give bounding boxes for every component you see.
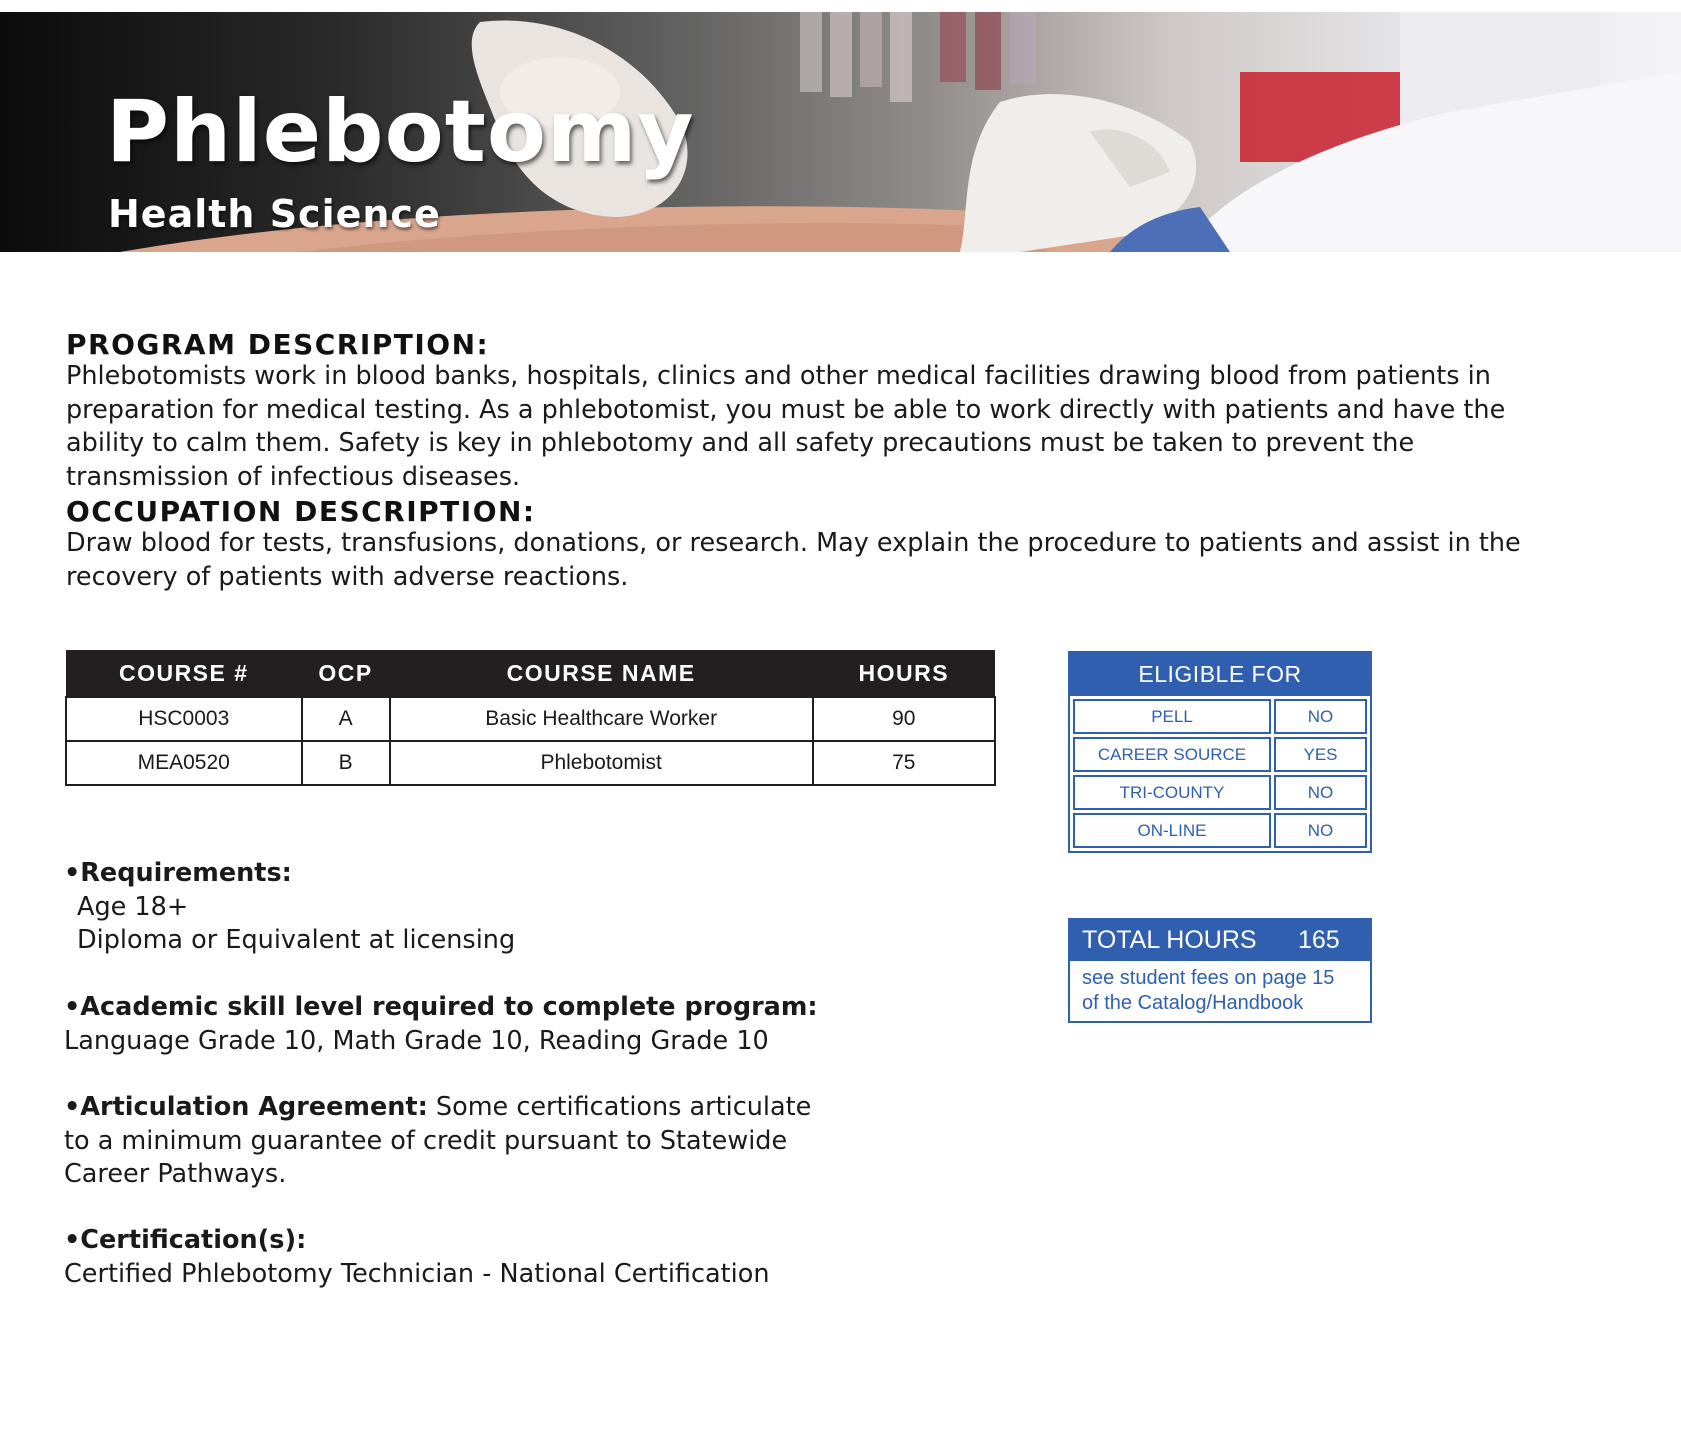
table-row xyxy=(66,697,995,741)
certification-heading: •Certification(s): xyxy=(64,1225,307,1255)
hours-cell: 90 xyxy=(813,697,995,741)
eligibility-label: PELL xyxy=(1073,699,1271,734)
requirement-age: Age 18+ xyxy=(77,891,189,922)
academic-heading: •Academic skill level required to complete program: xyxy=(64,992,818,1022)
student-fees-note xyxy=(1070,961,1370,1021)
table-row xyxy=(66,741,995,785)
ocp-cell: B xyxy=(302,741,390,785)
requirements-section xyxy=(64,857,515,958)
hours-header: HOURS xyxy=(813,650,995,697)
total-hours-label: TOTAL HOURS xyxy=(1082,926,1257,954)
eligibility-label: TRI-COUNTY xyxy=(1073,775,1271,810)
course-name-cell: Phlebotomist xyxy=(390,741,813,785)
page-subtitle: Health Science xyxy=(108,192,441,236)
table-row xyxy=(1073,699,1367,734)
course-name-cell: Basic Healthcare Worker xyxy=(390,697,813,741)
program-description-heading: PROGRAM DESCRIPTION: xyxy=(66,328,490,361)
total-hours-box xyxy=(1068,918,1372,1023)
occupation-description-text: Draw blood for tests, transfusions, donations, or research. May explain the procedure to patients and assist in the recovery of patients with adverse reactions. xyxy=(66,528,1521,592)
eligibility-value: NO xyxy=(1274,699,1367,734)
hours-cell: 75 xyxy=(813,741,995,785)
articulation-text-2: to a minimum guarantee of credit pursuant to Statewide xyxy=(64,1125,788,1156)
certification-text: Certified Phlebotomy Technician - National Certification xyxy=(64,1258,770,1289)
eligibility-label: ON-LINE xyxy=(1073,813,1271,848)
articulation-heading: •Articulation Agreement: xyxy=(64,1092,428,1122)
eligibility-value: NO xyxy=(1274,813,1367,848)
course-name-header: COURSE NAME xyxy=(390,650,813,697)
total-hours-value: 165 xyxy=(1298,926,1340,954)
ocp-header: OCP xyxy=(302,650,390,697)
course-number-cell: HSC0003 xyxy=(66,697,302,741)
program-description-text: Phlebotomists work in blood banks, hospitals, clinics and other medical facilities drawing blood from patients in preparation for medical testing. As a phlebotomist, you must be able to work directly with patients and have the ability to calm them. Safety is key in phlebotomy and all safety precautions must be taken to prevent the transmission of infectious diseases. xyxy=(66,361,1506,492)
articulation-text-3: Career Pathways. xyxy=(64,1159,287,1189)
total-hours-header xyxy=(1070,920,1370,961)
course-table xyxy=(65,650,996,786)
requirement-diploma: Diploma or Equivalent at licensing xyxy=(77,925,516,955)
requirements-heading: •Requirements: xyxy=(64,858,292,888)
academic-section xyxy=(64,991,818,1058)
ocp-cell: A xyxy=(302,697,390,741)
articulation-text-1: Some certifications articulate xyxy=(427,1092,812,1122)
occupation-description-heading: OCCUPATION DESCRIPTION: xyxy=(66,495,536,528)
eligible-for-table xyxy=(1070,696,1370,851)
table-row xyxy=(1073,775,1367,810)
table-row xyxy=(1073,813,1367,848)
course-table-header-row xyxy=(66,650,995,697)
eligibility-value: NO xyxy=(1274,775,1367,810)
table-row xyxy=(1073,737,1367,772)
header-banner xyxy=(0,12,1681,252)
eligibility-value: YES xyxy=(1274,737,1367,772)
course-number-cell: MEA0520 xyxy=(66,741,302,785)
eligible-for-heading: ELIGIBLE FOR xyxy=(1070,653,1370,696)
student-fees-note-line2: of the Catalog/Handbook xyxy=(1082,992,1304,1014)
eligible-for-box xyxy=(1068,651,1372,853)
student-fees-note-line1: see student fees on page 15 xyxy=(1082,967,1335,989)
articulation-section xyxy=(64,1091,811,1192)
eligibility-label: CAREER SOURCE xyxy=(1073,737,1271,772)
course-number-header: COURSE # xyxy=(66,650,302,697)
certification-section xyxy=(64,1224,769,1291)
page-title: Phlebotomy xyxy=(106,82,695,182)
academic-text: Language Grade 10, Math Grade 10, Reading Grade 10 xyxy=(64,1025,769,1056)
